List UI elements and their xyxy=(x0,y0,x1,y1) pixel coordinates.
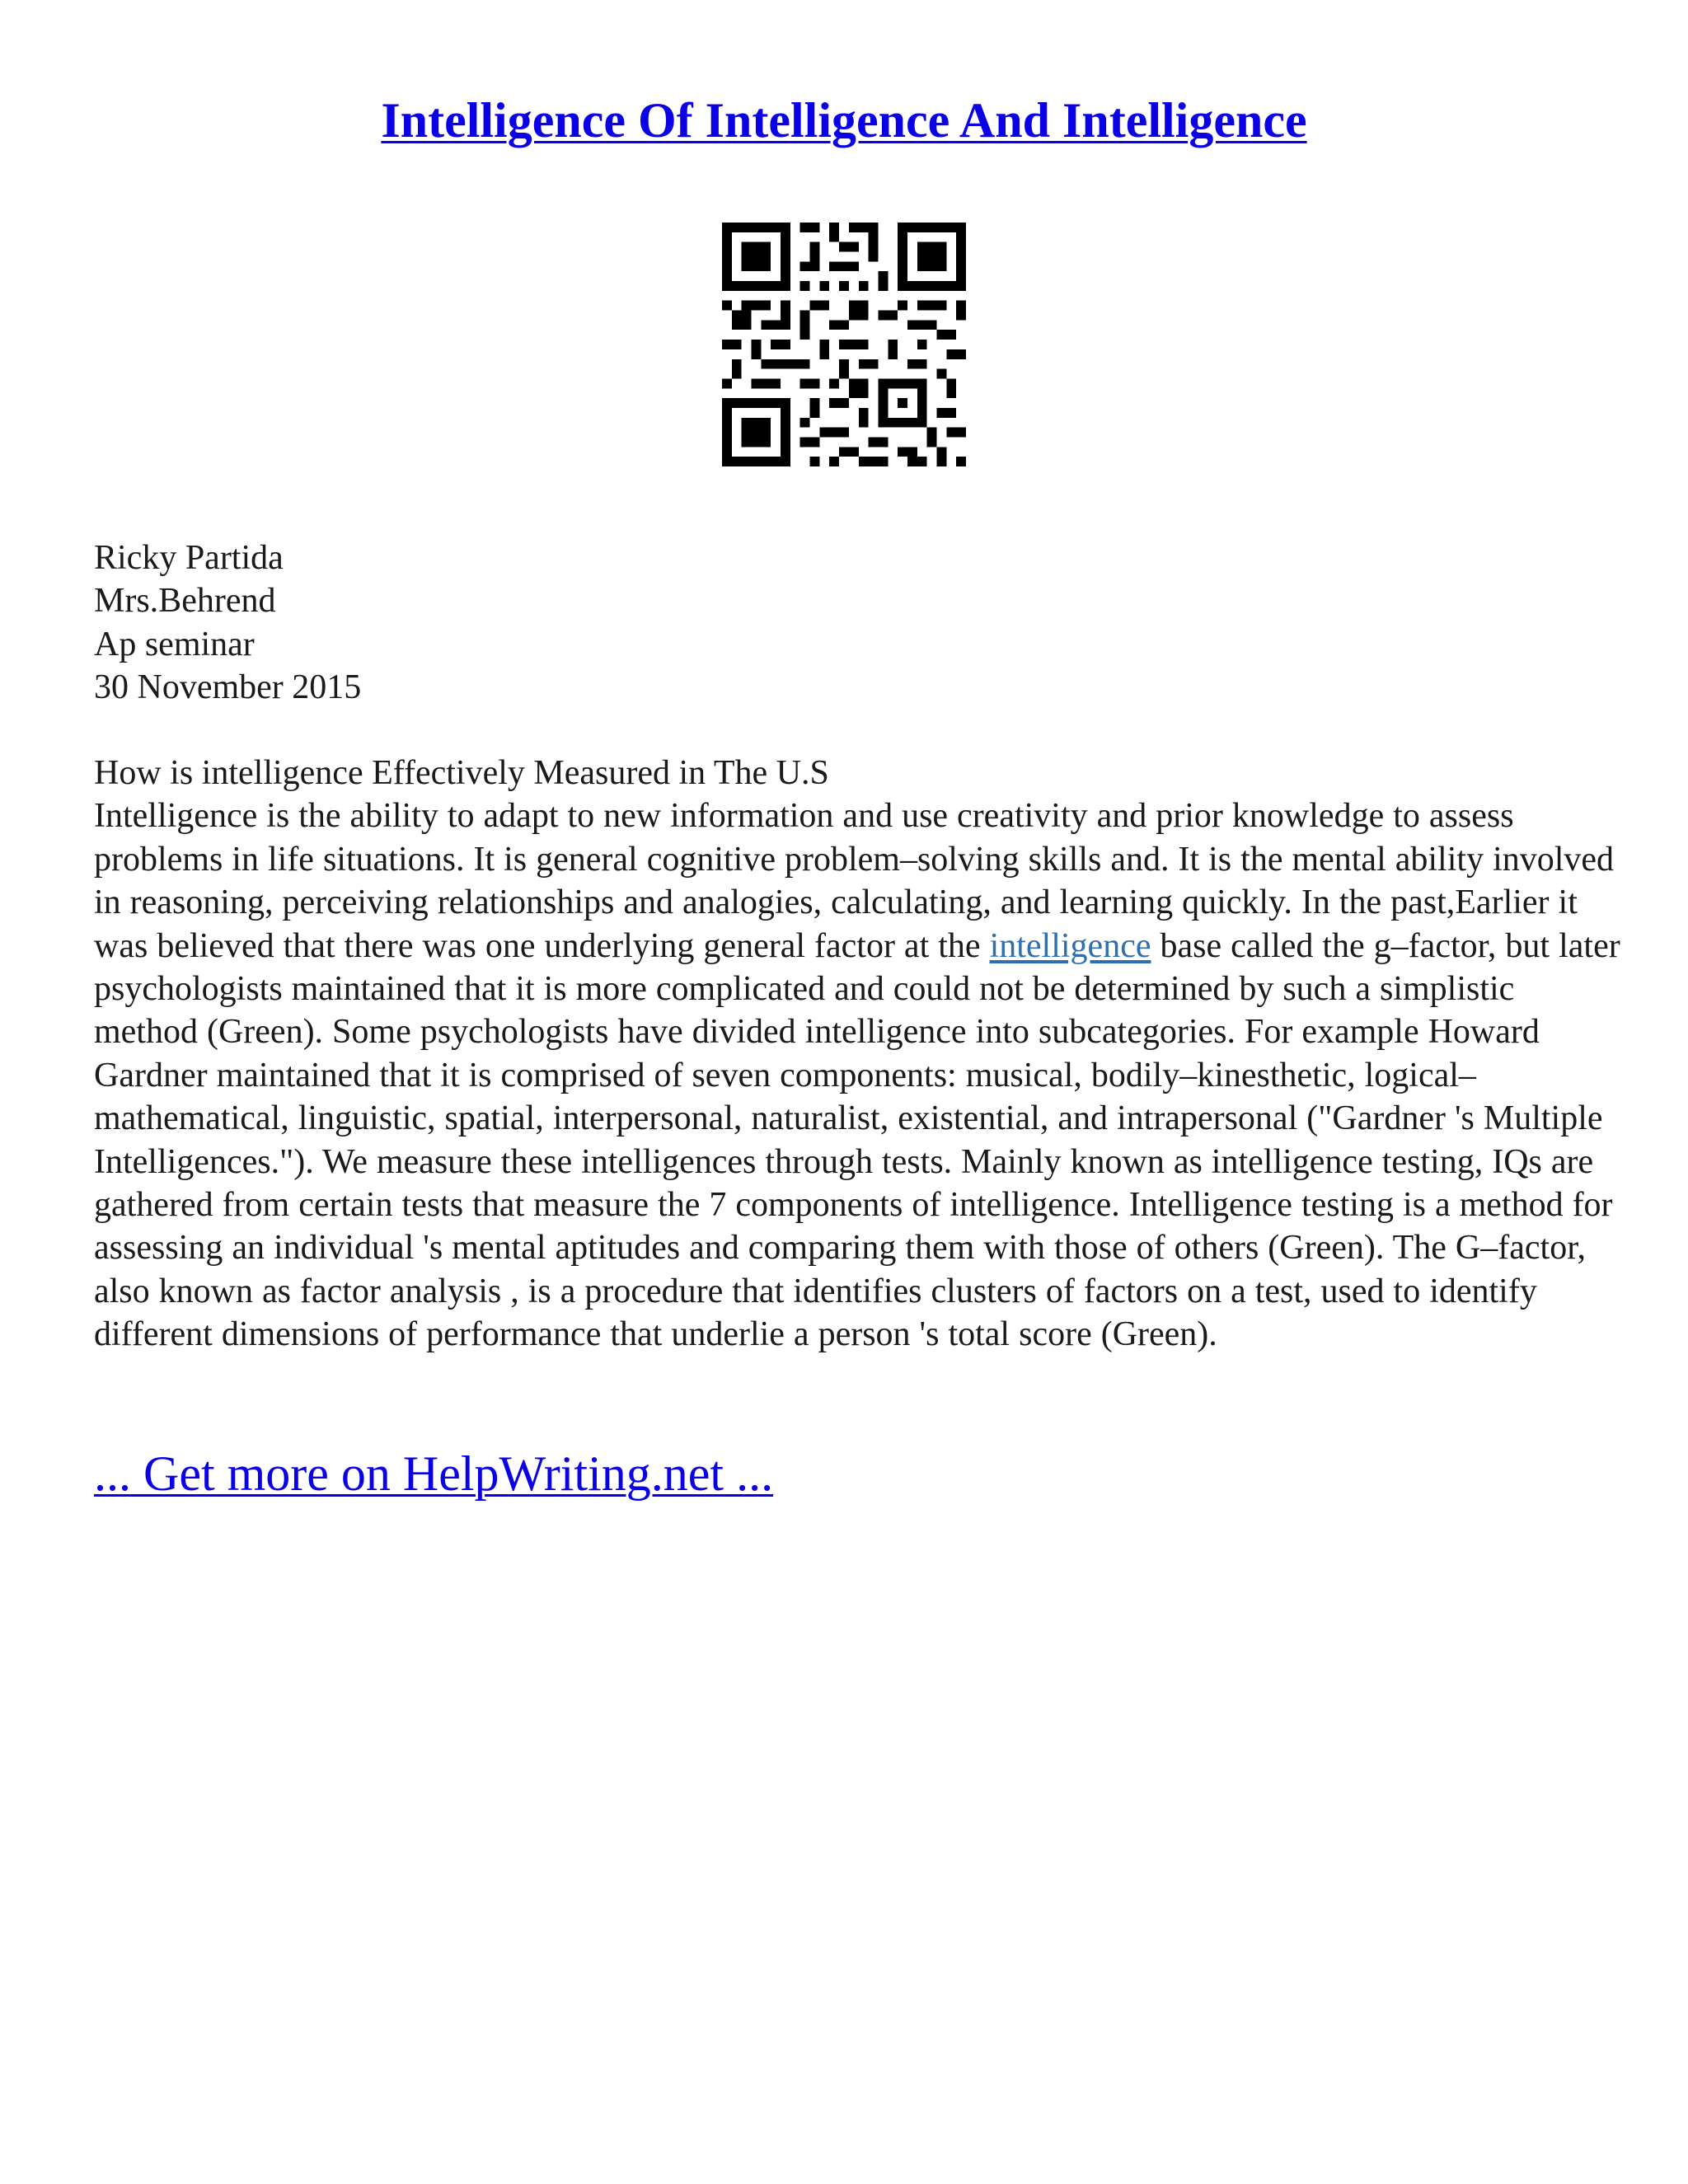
course-name: Ap seminar xyxy=(94,625,255,663)
document-date: 30 November 2015 xyxy=(94,668,362,707)
essay-paragraph xyxy=(94,794,1627,1356)
intelligence-link[interactable]: intelligence xyxy=(989,926,1151,965)
paragraph-text-end: base called the g–factor, but later psychologists maintained that it is more complicated and could not be determined by such a simplistic method (Green). Some psychologists have divided intelligence into subcategories. For example Howard Gardner maintained that it is comprised of seven components: musical, bodily–kinesthetic, logical–mathematical, linguistic, spatial, interpersonal, naturalist, existential, and intrapersonal ("Gardner 's Multiple Intelligences."). We measure these intelligences through tests. Mainly known as intelligence testing, IQs are gathered from certain tests that measure the 7 components of intelligence. Intelligence testing is a method for assessing an individual 's mental aptitudes and comparing them with those of others (Green). The G–factor, also known as factor analysis , is a procedure that identifies clusters of factors on a test, used to identify different dimensions of performance that underlie a person 's total score (Green). xyxy=(94,926,1620,1354)
teacher-name: Mrs.Behrend xyxy=(94,582,276,621)
qr-code-icon xyxy=(722,223,966,466)
header-block xyxy=(94,537,361,710)
qr-code-graphic xyxy=(722,223,966,466)
essay-question: How is intelligence Effectively Measured in The U.S xyxy=(94,754,829,792)
author-name: Ricky Partida xyxy=(94,539,284,577)
paragraph-text-start: Intelligence is the ability to adapt to new information and use creativity and prior knowledge to assess problems in life situations. It is general cognitive problem–solving skills and. It is the mental ability involved in reasoning, perceiving relationships and analogies, calculating, and learning quickly. In the past,Earlier it was believed that there was one underlying general factor at the xyxy=(94,797,1615,965)
title-link[interactable]: Intelligence Of Intelligence And Intelligence xyxy=(381,93,1307,148)
more-section xyxy=(94,1442,773,1505)
essay-body xyxy=(94,752,1627,1357)
get-more-link[interactable]: ... Get more on HelpWriting.net ... xyxy=(94,1446,774,1501)
page-title xyxy=(0,89,1688,152)
